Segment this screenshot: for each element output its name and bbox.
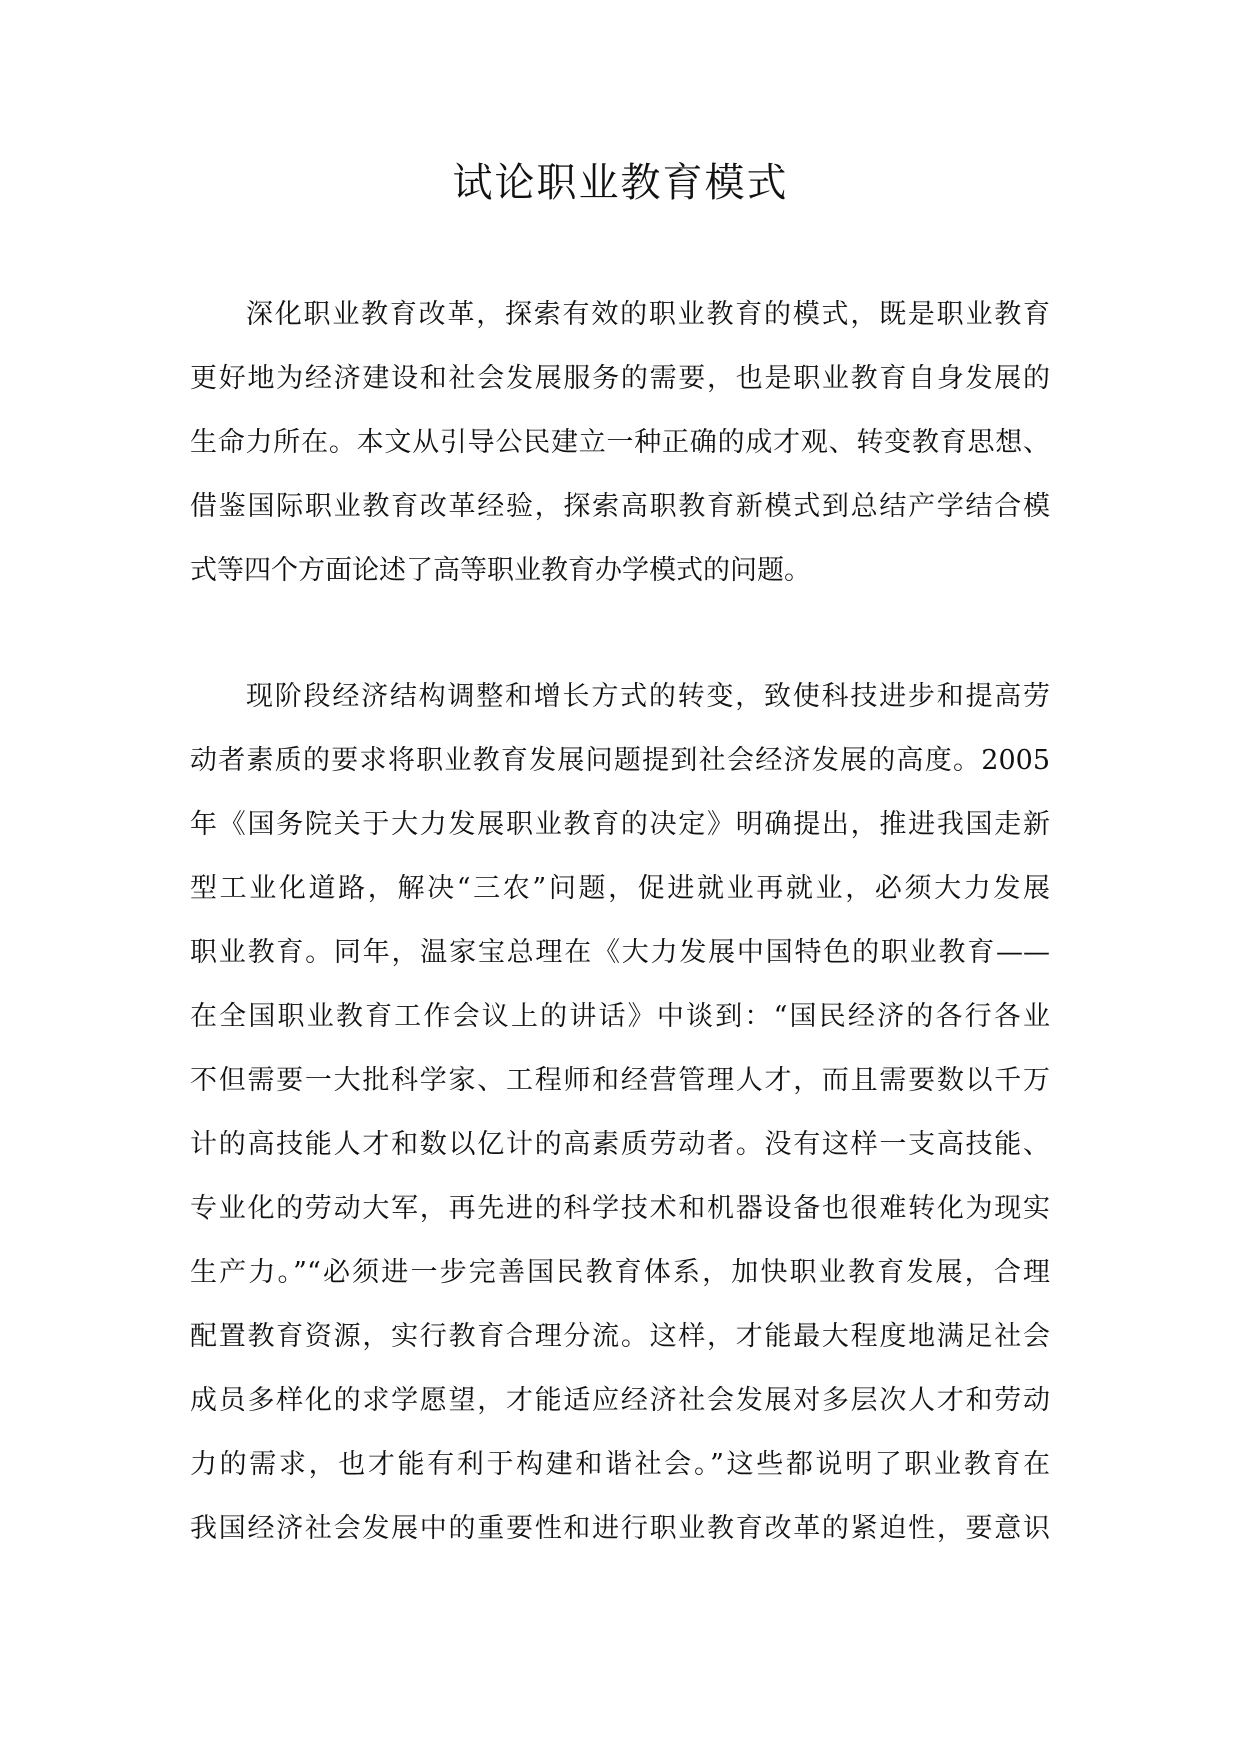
text-line: 深化职业教育改革，探索有效的职业教育的模式，既是职业教育: [246, 299, 1050, 330]
body-paragraph: [190, 665, 1050, 1561]
text-line: 我国经济社会发展中的重要性和进行职业教育改革的紧迫性，要意识: [190, 1513, 1050, 1544]
text-line: 职业教育。同年，温家宝总理在《大力发展中国特色的职业教育——: [190, 937, 1050, 968]
text-line: 式等四个方面论述了高等职业教育办学模式的问题。: [190, 555, 811, 586]
text-line: 生命力所在。本文从引导公民建立一种正确的成才观、转变教育思想、: [190, 427, 1050, 458]
text-line: 计的高技能人才和数以亿计的高素质劳动者。没有这样一支高技能、: [190, 1129, 1050, 1160]
text-line: 现阶段经济结构调整和增长方式的转变，致使科技进步和提高劳: [246, 681, 1050, 712]
text-line: 年《国务院关于大力发展职业教育的决定》明确提出，推进我国走新: [190, 809, 1050, 840]
text-line: 在全国职业教育工作会议上的讲话》中谈到：“国民经济的各行各业: [190, 1001, 1050, 1032]
text-line: 不但需要一大批科学家、工程师和经营管理人才，而且需要数以千万: [190, 1065, 1050, 1096]
text-line: 专业化的劳动大军，再先进的科学技术和机器设备也很难转化为现实: [190, 1193, 1050, 1224]
text-line: 更好地为经济建设和社会发展服务的需要，也是职业教育自身发展的: [190, 363, 1050, 394]
text-line: 成员多样化的求学愿望，才能适应经济社会发展对多层次人才和劳动: [190, 1385, 1050, 1416]
text-line: 生产力。”“必须进一步完善国民教育体系，加快职业教育发展，合理: [190, 1257, 1050, 1288]
text-line: 力的需求，也才能有利于构建和谐社会。”这些都说明了职业教育在: [190, 1449, 1050, 1480]
text-line: 型工业化道路，解决“三农”问题，促进就业再就业，必须大力发展: [190, 873, 1050, 904]
document-title: 试论职业教育模式: [452, 160, 789, 206]
text-line: 配置教育资源，实行教育合理分流。这样，才能最大程度地满足社会: [190, 1321, 1050, 1352]
abstract-paragraph: [190, 283, 1050, 603]
text-line: 借鉴国际职业教育改革经验，探索高职教育新模式到总结产学结合模: [190, 491, 1050, 522]
text-line: 动者素质的要求将职业教育发展问题提到社会经济发展的高度。2005: [190, 745, 1050, 776]
